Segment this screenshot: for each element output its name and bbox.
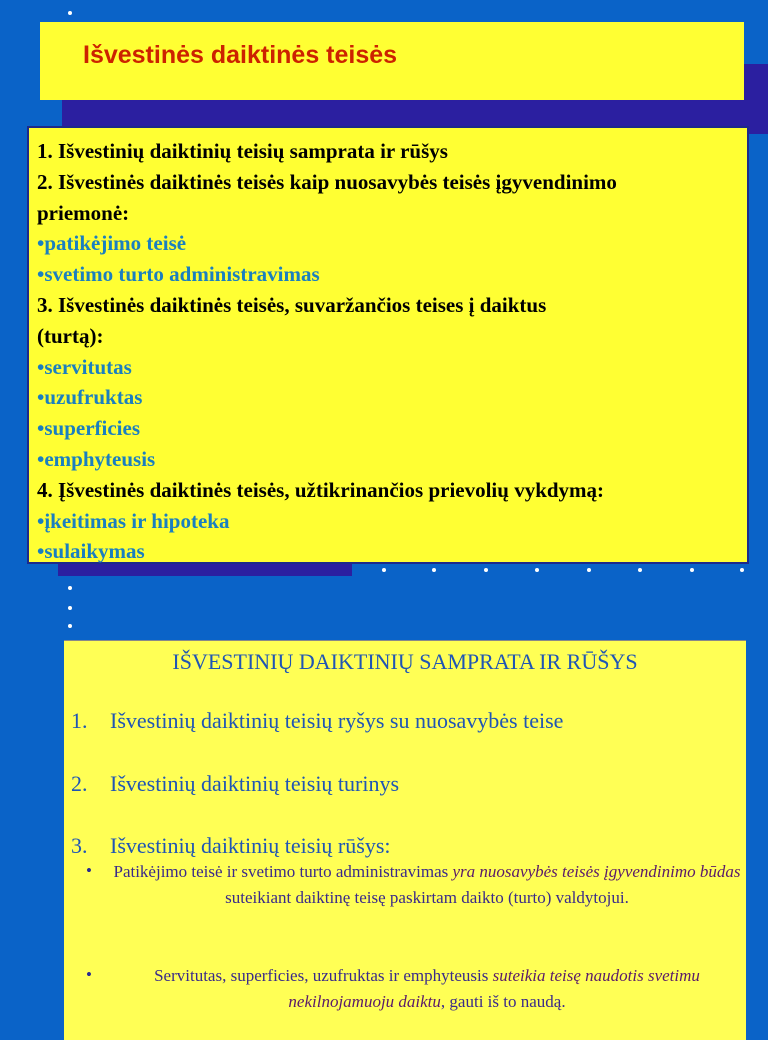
decor-dot (68, 586, 72, 590)
outline-subitem: •svetimo turto administravimas (37, 262, 320, 287)
bullet-text: , gauti iš to naudą. (440, 992, 566, 1011)
item-text: Išvestinių daiktinių teisių ryšys su nuosavybės teise (110, 708, 564, 733)
slide-title: Išvestinės daiktinės teisės (83, 41, 398, 69)
decor-dot (432, 568, 436, 572)
bullet-text: Patikėjimo teisė ir svetimo turto administravimas (113, 862, 453, 881)
decor-dot (68, 624, 72, 628)
outline-subitem: •įkeitimas ir hipoteka (37, 508, 230, 533)
outline-line: 2. Išvestinės daiktinės teisės kaip nuosavybės teisės įgyvendinimo (37, 169, 617, 194)
decor-dot (382, 568, 386, 572)
decor-dot (587, 568, 591, 572)
decor-dot (740, 568, 744, 572)
numbered-item (71, 708, 563, 734)
second-slide (64, 640, 746, 1040)
bullet-paragraph (112, 859, 742, 911)
bullet-paragraph (112, 963, 742, 1015)
decor-dot (638, 568, 642, 572)
outline-subitem: •emphyteusis (37, 446, 156, 471)
item-number: 2. (71, 771, 88, 796)
outline-subitem: •uzufruktas (37, 385, 143, 410)
outline-subitem: •patikėjimo teisė (37, 231, 187, 256)
item-number: 3. (71, 833, 88, 858)
decor-dot (690, 568, 694, 572)
bullet-emphasis: suteikia teisę naudotis svetimu nekilnojamuoju daiktu (288, 966, 700, 1011)
bullet-text: Servitutas, superficies, uzufruktas ir emphyteusis (154, 966, 493, 985)
bullet-emphasis: yra nuosavybės teisės įgyvendinimo būdas (452, 862, 741, 881)
item-number: 1. (71, 708, 88, 733)
outline-line: (turtą): (37, 323, 104, 348)
outline-subitem: •servitutas (37, 354, 132, 379)
item-text: Išvestinių daiktinių teisių rūšys: (110, 833, 391, 858)
decor-dot (68, 606, 72, 610)
decor-dot (68, 11, 72, 15)
outline-line: 4. Įšvestinės daiktinės teisės, užtikrinančios prievolių vykdymą: (37, 477, 605, 502)
item-text: Išvestinių daiktinių teisių turinys (110, 771, 400, 796)
decor-dot (484, 568, 488, 572)
bullet-text: suteikiant daiktinę teisę paskirtam daikto (turto) valdytojui. (225, 888, 629, 907)
numbered-item (71, 771, 399, 797)
outline-subitem: •sulaikymas (37, 539, 145, 564)
decor-dot (535, 568, 539, 572)
bullet-mark: • (86, 861, 92, 880)
outline-box (27, 126, 749, 564)
numbered-item (71, 833, 391, 859)
slide2-heading: IŠVESTINIŲ DAIKTINIŲ SAMPRATA IR RŪŠYS (172, 649, 638, 674)
outline-line: priemonė: (37, 200, 130, 225)
outline-line: 3. Išvestinės daiktinės teisės, suvaržančios teises į daiktus (37, 292, 547, 317)
outline-subitem: •superficies (37, 416, 141, 441)
outline-line: 1. Išvestinių daiktinių teisių samprata ir rūšys (37, 139, 448, 163)
decor-bar (62, 100, 768, 126)
bullet-mark: • (86, 965, 92, 984)
